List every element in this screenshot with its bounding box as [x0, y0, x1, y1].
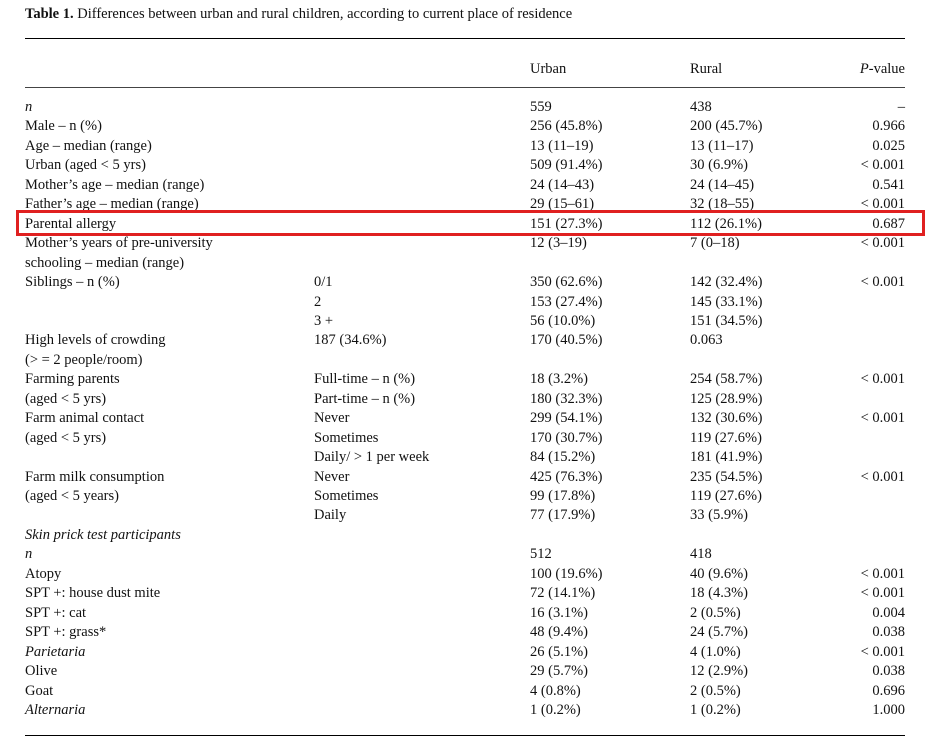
table-row [0, 545, 946, 565]
row-subcategory: Sometimes [314, 429, 379, 446]
row-label: Farm animal contact [25, 410, 145, 427]
cell-urban: 559 [530, 99, 552, 115]
column-header-p-suffix: -value [868, 61, 905, 77]
row-label: Urban (aged < 5 yrs) [25, 157, 146, 174]
row-label: Male – n (%) [25, 118, 102, 135]
cell-urban: 13 (11–19) [530, 137, 594, 154]
cell-p-value: < 0.001 [860, 235, 905, 252]
cell-urban: 350 (62.6%) [530, 274, 603, 291]
row-label: SPT +: grass* [25, 624, 107, 641]
cell-urban: 84 (15.2%) [530, 449, 596, 466]
table-row [0, 156, 946, 176]
table-row [0, 351, 946, 371]
cell-rural: 119 (27.6%) [690, 488, 762, 504]
row-label: Atopy [25, 565, 62, 582]
table-row [0, 584, 946, 604]
cell-rural: 13 (11–17) [690, 137, 754, 154]
row-subcategory: Never [314, 410, 350, 427]
row-label: Parietaria [25, 643, 86, 660]
cell-rural: 4 (1.0%) [690, 643, 741, 660]
table-row [0, 117, 946, 137]
cell-rural: 0.063 [690, 332, 723, 349]
cell-urban: 4 (0.8%) [530, 682, 581, 699]
table-row [0, 370, 946, 390]
cell-rural: 125 (28.9%) [690, 390, 763, 407]
cell-urban: 153 (27.4%) [530, 293, 603, 310]
cell-rural: 418 [690, 546, 712, 563]
table-row [0, 682, 946, 702]
column-header-p-letter: P [859, 61, 869, 77]
cell-p-value: 0.025 [872, 137, 905, 154]
row-label: Skin prick test participants [25, 526, 181, 543]
cell-urban: 170 (40.5%) [530, 332, 603, 349]
table-row [0, 390, 946, 410]
cell-p-value: < 0.001 [860, 565, 905, 582]
cell-urban: 425 (76.3%) [530, 468, 603, 485]
row-subcategory: Full-time – n (%) [314, 371, 416, 388]
cell-urban: 16 (3.1%) [530, 604, 588, 621]
cell-urban: 29 (5.7%) [530, 663, 588, 680]
cell-p-value: < 0.001 [860, 585, 905, 602]
cell-p-value: < 0.001 [860, 157, 905, 174]
cell-rural: 438 [690, 99, 712, 115]
cell-p-value: 0.541 [872, 176, 905, 193]
cell-p-value: 0.696 [872, 682, 905, 699]
cell-urban: 170 (30.7%) [530, 429, 603, 446]
cell-urban: 299 (54.1%) [530, 410, 603, 427]
row-subcategory: Daily/ > 1 per week [314, 449, 430, 466]
row-label: n [25, 99, 33, 115]
table-row [0, 331, 946, 351]
row-label: Parental allergy [25, 215, 117, 232]
cell-urban: 12 (3–19) [530, 235, 587, 252]
cell-p-value: 0.004 [872, 604, 905, 621]
row-subcategory: 187 (34.6%) [314, 332, 387, 349]
cell-p-value: – [897, 99, 905, 115]
cell-urban: 512 [530, 546, 552, 563]
table-row [0, 487, 946, 507]
row-label: (aged < 5 yrs) [25, 429, 107, 446]
cell-rural: 200 (45.7%) [690, 118, 763, 135]
cell-p-value: 0.966 [872, 118, 905, 135]
cell-urban: 29 (15–61) [530, 196, 595, 213]
row-subcategory: Daily [314, 507, 347, 524]
cell-rural: 112 (26.1%) [690, 215, 762, 232]
row-label: Age – median (range) [25, 137, 152, 154]
cell-p-value: 1.000 [872, 701, 905, 718]
cell-urban: 100 (19.6%) [530, 565, 603, 582]
row-label: Goat [25, 682, 54, 699]
table-bottom-rule [25, 735, 905, 736]
table-row [0, 623, 946, 643]
cell-rural: 151 (34.5%) [690, 312, 763, 329]
row-label: Siblings – n (%) [25, 274, 120, 291]
cell-urban: 56 (10.0%) [530, 312, 596, 329]
table-row [0, 234, 946, 254]
cell-p-value: < 0.001 [860, 371, 905, 388]
table-caption-label: Table 1. [25, 6, 74, 22]
cell-p-value: < 0.001 [860, 410, 905, 427]
table-row [0, 604, 946, 624]
row-subcategory: 2 [314, 293, 322, 310]
cell-rural: 24 (14–45) [690, 176, 755, 193]
row-label: SPT +: cat [25, 604, 87, 621]
cell-urban: 26 (5.1%) [530, 643, 588, 660]
row-label: Father’s age – median (range) [25, 196, 199, 213]
row-label: Olive [25, 663, 58, 680]
cell-rural: 32 (18–55) [690, 196, 755, 213]
cell-rural: 2 (0.5%) [690, 604, 741, 621]
cell-rural: 181 (41.9%) [690, 449, 763, 466]
cell-rural: 12 (2.9%) [690, 663, 748, 680]
row-label: schooling – median (range) [25, 254, 185, 271]
table-row [0, 448, 946, 468]
cell-rural: 18 (4.3%) [690, 585, 748, 602]
row-label: Alternaria [25, 701, 86, 718]
cell-rural: 132 (30.6%) [690, 410, 763, 427]
cell-rural: 24 (5.7%) [690, 624, 748, 641]
table-row [0, 429, 946, 449]
column-header-urban: Urban [530, 61, 567, 77]
cell-p-value: < 0.001 [860, 468, 905, 485]
table-top-rule [25, 38, 905, 39]
cell-rural: 33 (5.9%) [690, 507, 748, 524]
table-row [0, 254, 946, 274]
cell-urban: 99 (17.8%) [530, 488, 596, 504]
cell-rural: 142 (32.4%) [690, 274, 763, 291]
table-row [0, 312, 946, 332]
cell-p-value: 0.687 [872, 215, 905, 232]
table-row [0, 98, 946, 118]
cell-rural: 40 (9.6%) [690, 565, 748, 582]
cell-p-value: 0.038 [872, 663, 905, 680]
cell-urban: 72 (14.1%) [530, 585, 596, 602]
column-header-p-value [860, 61, 905, 78]
row-label: (> = 2 people/room) [25, 351, 143, 368]
table-row [0, 293, 946, 313]
table-header-rule [25, 87, 905, 88]
cell-rural: 254 (58.7%) [690, 371, 763, 388]
cell-p-value: < 0.001 [860, 643, 905, 660]
table-row [0, 506, 946, 526]
row-subcategory: Never [314, 468, 350, 485]
cell-rural: 7 (0–18) [690, 235, 740, 252]
table-row [0, 468, 946, 488]
cell-urban: 77 (17.9%) [530, 507, 596, 524]
cell-rural: 119 (27.6%) [690, 429, 762, 446]
table-caption [25, 6, 572, 23]
row-label: SPT +: house dust mite [25, 585, 161, 602]
table-caption-text: Differences between urban and rural children, according to current place of residence [73, 6, 573, 22]
row-label: Farm milk consumption [25, 468, 165, 485]
table-row [0, 643, 946, 663]
row-label: n [25, 546, 33, 563]
row-label: (aged < 5 years) [25, 488, 119, 504]
cell-rural: 30 (6.9%) [690, 157, 748, 174]
cell-urban: 24 (14–43) [530, 176, 595, 193]
cell-rural: 145 (33.1%) [690, 293, 763, 310]
table-row [0, 565, 946, 585]
cell-rural: 235 (54.5%) [690, 468, 763, 485]
highlight-box [16, 210, 925, 236]
row-label: Mother’s years of pre-university [25, 235, 213, 252]
table-row [0, 273, 946, 293]
cell-urban: 1 (0.2%) [530, 701, 581, 718]
column-header-rural: Rural [690, 61, 723, 77]
row-subcategory: Part-time – n (%) [314, 390, 416, 407]
cell-urban: 18 (3.2%) [530, 371, 588, 388]
row-subcategory: Sometimes [314, 488, 379, 504]
cell-rural: 2 (0.5%) [690, 682, 741, 699]
table-row [0, 526, 946, 546]
row-label: (aged < 5 yrs) [25, 390, 107, 407]
cell-p-value: 0.038 [872, 624, 905, 641]
cell-urban: 509 (91.4%) [530, 157, 603, 174]
cell-urban: 48 (9.4%) [530, 624, 588, 641]
row-label: Mother’s age – median (range) [25, 176, 205, 193]
cell-urban: 151 (27.3%) [530, 215, 603, 232]
row-subcategory: 3 + [314, 312, 334, 329]
cell-rural: 1 (0.2%) [690, 701, 741, 718]
cell-urban: 180 (32.3%) [530, 390, 603, 407]
table-row [0, 701, 946, 721]
cell-p-value: < 0.001 [860, 274, 905, 291]
row-label: High levels of crowding [25, 332, 166, 349]
cell-p-value: < 0.001 [860, 196, 905, 213]
table-row [0, 137, 946, 157]
row-subcategory: 0/1 [314, 274, 333, 291]
table-row [0, 176, 946, 196]
cell-urban: 256 (45.8%) [530, 118, 603, 135]
table-row [0, 409, 946, 429]
row-label: Farming parents [25, 371, 120, 388]
table-row [0, 662, 946, 682]
